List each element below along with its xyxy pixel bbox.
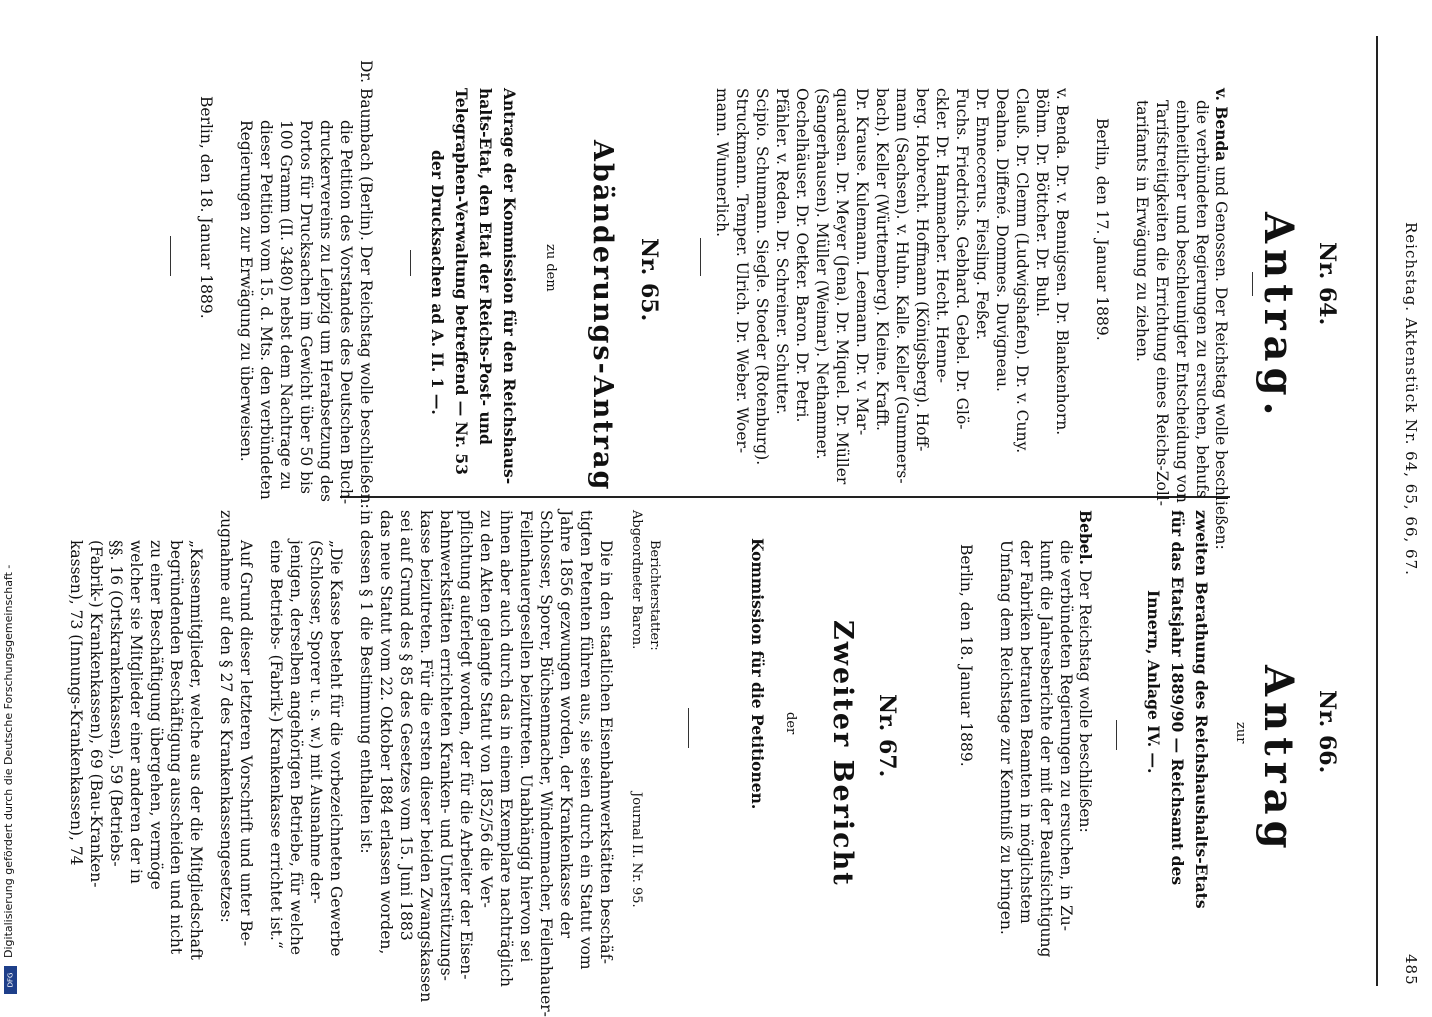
signatory-line: Dr. Krause. Kulemann. Leemann. Dr. v. Mar- [853,88,871,436]
nr67-reporter-label: Berichterstatter: [647,540,662,651]
nr65-subtitle: zu dem [543,244,558,292]
nr67-body-line: ihnen aber auch durch das in einem Exemplare nachträglich [497,510,515,988]
nr66-heading-1: zweiten Berathung des Reichshaushalts-Etats [1192,510,1211,909]
nr66-mover: Bebel. [1076,510,1095,565]
nr67-body-line: eine Betriebs- (Fabrik-) Krankenkasse errichtet ist.“ [267,540,285,949]
signatory-line: v. Benda. Dr. v. Bennigsen. Dr. Blankenhorn. [1053,88,1071,436]
nr67-body-line: Feilenhauergesellen beizutreten. Unabhängig hiervon sei [517,510,535,963]
nr64-line-2: die verbündeten Regierungen zu ersuchen, behufs [1193,100,1211,498]
signatory-line: Böhm. Dr. Böttcher. Dr. Buhl. [1033,88,1051,318]
nr65-rule [410,250,411,276]
signatory-line: Scipio. Schumann. Siegle. Stoeder (Rotenburg). [753,88,771,466]
nr64-line-5: tarifamts in Erwägung zu ziehen. [1133,100,1151,362]
nr66-rule [1116,720,1117,750]
nr67-subtitle: der [783,712,798,735]
nr67-journal: Journal II. Nr. 95. [629,792,644,908]
nr66-heading-2: für das Etatsjahr 1889/90 — Reichsamt des [1168,510,1187,886]
nr66-date: Berlin, den 18. Januar 1889. [957,544,975,767]
running-head: Reichstag. Aktenstück Nr. 64, 65, 66, 67. [1402,222,1420,576]
nr67-body-line: kasse beizutreten. Für die ersten dieser beiden Zwangskassen [417,510,435,1003]
nr67-body-line: (Schlosser, Sporer u. s. w.) mit Ausnahme der- [307,540,325,904]
nr66-body-5: Umfang dem Reichstage zur Kenntniß zu bringen. [997,540,1015,935]
nr65-date: Berlin, den 18. Januar 1889. [197,96,215,319]
nr66-body-1-rest: Der Reichstag wolle beschließen: [1076,569,1094,833]
nr65-body-7: Regierungen zur Erwägung zu überweisen. [237,120,255,462]
nr64-line-1-rest: und Genossen. Der Reichstag wolle beschließen: [1212,166,1230,550]
signatory-line: Deahna. Diffené. Dommes. Duvigneau. [993,88,1011,392]
nr67-rule [688,708,689,748]
signatory-line: bach). Keller (Württemberg). Kleine. Krafft. [873,88,891,431]
nr64-line-3: einheitlicher und beschleunigter Entscheidung von [1173,100,1191,503]
nr65-body-3: druckervereins zu Leipzig um Herabsetzung des [317,120,335,502]
nr67-body-line: Jahre 1856 gezwungen worden, der Krankenkasse der [557,510,575,939]
nr67-body-line: zu einer Beschäftigung übergehen, vermöge [147,540,165,890]
nr65-body-5: 100 Gramm (II. 3480) nebst dem Nachtrage zu [277,120,295,490]
nr67-body-line: in dessen § 1 die Bestimmung enthalten ist: [357,510,375,854]
nr66-subtitle: zur [1233,722,1248,744]
dfg-logo [4,966,17,994]
nr65-title: Abänderungs-Antrag [587,140,618,492]
nr67-body-line: sei auf Grund des § 85 des Gesetzes vom 15. Juni 1883 [397,510,415,941]
signatory-line: Oechelhäuser. Dr. Oetker. Baron. Dr. Petri. [793,88,811,423]
nr67-body-line: jenigen, derselben angehörigen Betriebe, für welche [287,540,305,956]
nr65-heading-3: Telegraphen-Verwaltung betreffend — Nr. 53 [452,88,471,475]
nr67-body-line: tigten Petenten führen aus, sie seien durch ein Statut vom [577,510,595,970]
nr66-body-3: kunft die Jahresberichte der mit der Beaufsichtigung [1037,540,1055,958]
nr67-body-line: das neue Statut vom 22. Oktober 1884 erlassen worden, [377,510,395,955]
nr67-body-line: „Kassenmitglieder, welche aus der die Mitgliedschaft [187,540,205,960]
nr67-number: Nr. 67. [874,694,900,778]
nr66-heading-3: Innern, Anlage IV. —. [1144,590,1163,774]
nr66-body-2: die verbündeten Regierungen zu ersuchen, in Zu- [1057,540,1075,932]
nr67-body-line: zugnahme auf den § 27 des Krankenkassengesetzes: [217,510,235,923]
nr67-body-line: pflichtung auferlegt worden, der für die Arbeiter der Eisen- [457,510,475,980]
nr64-end-rule [700,238,701,276]
nr64-number: Nr. 64. [1314,242,1340,326]
nr66-body-4: der Fabriken betrauten Beamten in möglichstem [1017,540,1035,924]
nr64-rule [1252,272,1253,296]
signatory-line: mann (Sachsen). v. Huhn. Kalle. Keller (Gummers- [893,88,911,484]
signatory-line: Pfähler. v. Reden. Dr. Schreiner. Schutter. [773,88,791,415]
nr64-line-1 [1210,88,1232,550]
nr67-body-line: bahnwerkstätten errichteten Kranken- und Unterstützungs- [437,510,455,981]
signatory-line: ckler. Dr. Hammacher. Hecht. Henne- [933,88,951,384]
signatory-line: Clauß. Dr. Clemm (Ludwigshafen). Dr. v. Cuny. [1013,88,1031,454]
nr64-date: Berlin, den 17. Januar 1889. [1093,118,1111,341]
signatory-line: Dr. Enneccerus. Fiesling. Feßer. [973,88,991,340]
nr67-body-line: (Fabrik-) Krankenkassen), 69 (Bau-Kranken- [87,540,105,888]
signatory-line: (Sangerhausen). Müller (Weimar). Nethammer. [813,88,831,460]
nr67-body-line: §§. 16 (Ortskrankenkassen), 59 (Betriebs- [107,540,125,867]
nr67-body-line: Schlosser, Sporer, Büchsenmacher, Windenmacher, Feilenhauer- [537,510,555,1017]
nr64-line-4: Tarifstreitigkeiten die Errichtung eines Reichs-Zoll- [1153,100,1171,506]
nr67-body-line: kassen), 73 (Innungs-Krankenkassen), 74 [67,540,85,866]
dfg-logo-text: DFG [6,972,15,988]
nr67-body-line: Die in den staatlichen Eisenbahnwerkstätten beschäf- [597,540,615,965]
nr65-body-2: die Petition des Vorstandes des Deutschen Buch- [337,120,355,505]
nr65-body-6: dieser Petition vom 15. d. Mts. den verbündeten [257,120,275,500]
nr66-title: Antrag [1255,665,1302,855]
nr66-body-1 [1074,510,1096,833]
nr67-body-line: welcher sie Mitglieder einer anderen der in [127,540,145,884]
nr67-body-line: begründenden Beschäftigung ausscheiden und nicht [167,540,185,955]
nr64-mover: v. Benda [1212,88,1231,162]
nr66-number: Nr. 66. [1314,690,1340,774]
signatory-line: berg. Hobrecht. Hoffmann (Königsberg). Hoff- [913,88,931,452]
nr65-heading-2: halts-Etat, den Etat der Reichs-Post- und [476,88,495,445]
digitization-note: Digitalisierung gefördert durch die Deutsche Forschungsgemeinschaft - [2,564,15,958]
nr67-title: Zweiter Bericht [827,620,858,887]
nr65-heading-1: Antrage der Kommission für den Reichshaus- [500,88,519,485]
nr67-body-line: zu den Akten gelangte Statut von 1852/56 die Ver- [477,510,495,908]
nr65-body-1: Dr. Baumbach (Berlin). Der Reichstag wolle beschließen: [357,60,375,509]
nr65-end-rule [170,236,171,276]
page-number: 485 [1402,954,1420,986]
nr64-title: Antrag. [1255,212,1302,422]
nr67-body-line: „Die Kasse besteht für die vorbezeichneten Gewerbe [327,540,345,957]
signatory-line: quardsen. Dr. Meyer (Jena). Dr. Miquel. Dr. Müller [833,88,851,485]
middle-rule [340,496,1230,498]
signatory-line: Fuchs. Friedrichs. Gebhard. Gebel. Dr. Glö- [953,88,971,430]
nr65-heading-4: der Drucksachen ad A. II. 1 —. [428,150,447,415]
nr67-heading: Kommission für die Petitionen. [748,538,767,810]
header-rule [1376,36,1378,986]
nr65-body-4: Portos für Drucksachen im Gewicht über 50 bis [297,120,315,494]
nr67-reporter-name: Abgeordneter Baron. [629,510,644,650]
signatory-line: mann. Wunnerlich. [713,88,731,238]
signatory-line: Struckmann. Temper. Ulrich. Dr. Weber. Woer- [733,88,751,454]
nr65-number: Nr. 65. [636,238,662,322]
nr67-body-line: Auf Grund dieser letzteren Vorschrift und unter Be- [237,540,255,947]
